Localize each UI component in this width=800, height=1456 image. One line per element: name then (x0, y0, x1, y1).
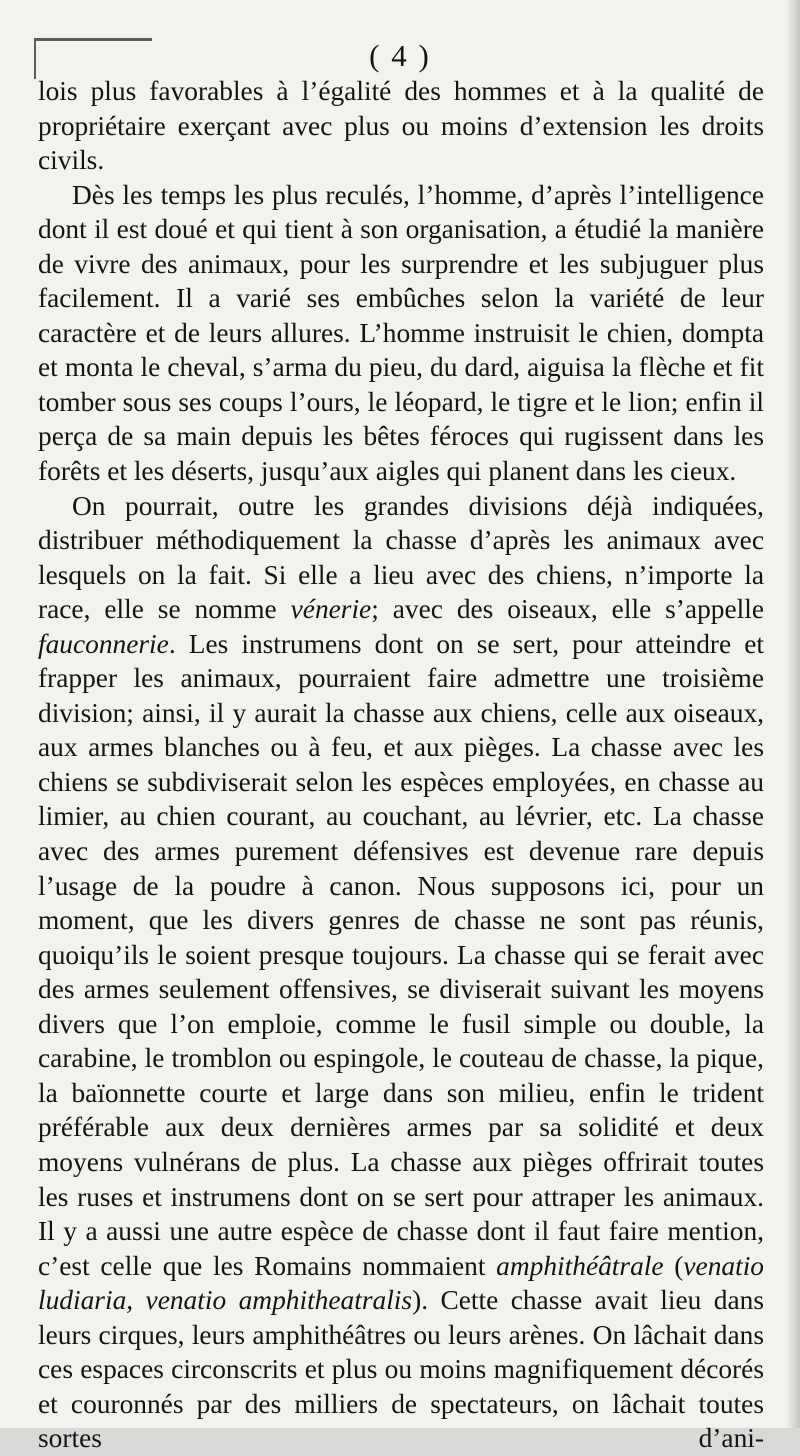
text-segment: On pourrait, outre les grandes divisions déjà indiquées, distribuer méthodiquement la chasse d’après les animaux avec lesquels on la fait. Si elle a lieu avec des chiens, n’importe la race, elle se nomme (38, 490, 764, 625)
text-segment: lois plus favorables à l’égalité des hommes et à la qualité de propriétaire exerçant avec plus ou moins d’extension les droits civils. (38, 76, 764, 176)
italic-term-venerie: vénerie (290, 594, 372, 625)
italic-term-fauconnerie: fauconnerie (38, 628, 169, 659)
body-text (38, 74, 764, 1456)
paragraph-1 (38, 74, 764, 178)
paragraph-2 (38, 178, 764, 489)
text-segment: ; avec des oiseaux, elle s’appelle (371, 594, 764, 625)
text-segment: ( (663, 1250, 684, 1281)
text-segment: Dès les temps les plus reculés, l’homme, d’après l’intelligence dont il est doué et qui tient à son organisation, a étudié la manière de vivre des animaux, pour les surprendre et les subjuguer plus facilement. Il a varié ses embûches selon la variété de leur caractère et de leurs allures. L’homme instruisit le chien, dompta et monta le cheval, s’arma du pieu, du dard, aiguisa la flèche et fit tomber sous ses coups l’ours, le léopard, le tigre et le lion; enfin il perça de sa main depuis les bêtes féroces qui rugissent dans les forêts et les déserts, jusqu’aux aigles qui planent dans les cieux. (38, 179, 764, 487)
italic-latin-terms: venatio ludiaria, venatio amphitheatralis (38, 1250, 764, 1316)
page-number: ( 4 ) (369, 38, 431, 73)
italic-term-amphitheatrale: amphithéâtrale (496, 1250, 664, 1281)
text-segment: . Les instrumens dont on se sert, pour atteindre et frapper les animaux, pourraient faire admettre une troisième division; ainsi, il y aurait la chasse aux chiens, celle aux oiseaux, aux armes blanches ou à feu, et aux pièges. La chasse avec les chiens se subdiviserait selon les espèces employées, en chasse au limier, au chien courant, au couchant, au lévrier, etc. La chasse avec des armes purement défensives est devenue rare depuis l’usage de la poudre à canon. Nous supposons ici, pour un moment, que les divers genres de chasse ne sont pas réunis, quoiqu’ils le soient presque toujours. La chasse qui se ferait avec des armes seulement offensives, se diviserait suivant les moyens divers que l’on emploie, comme le fusil simple ou double, la carabine, le tromblon ou espingole, le couteau de chasse, la pique, la baïonnette courte et large dans son milieu, enfin le trident préférable aux deux dernières armes par sa solidité et deux moyens vulnérans de plus. La chasse aux pièges offrirait toutes les ruses et instrumens dont on se sert pour attraper les animaux. Il y a aussi une autre espèce de chasse dont il faut faire mention, c’est celle que les Romains nommaient (38, 628, 764, 1281)
text-segment: ). Cette chasse avait lieu dans leurs cirques, leurs amphithéâtres ou leurs arènes. On lâchait dans ces espaces circonscrits et plus ou moins magnifiquement décorés et couronnés par des milliers de spectateurs, on lâchait toutes sortes d’ani- (38, 1285, 764, 1454)
paragraph-3 (38, 489, 764, 1456)
